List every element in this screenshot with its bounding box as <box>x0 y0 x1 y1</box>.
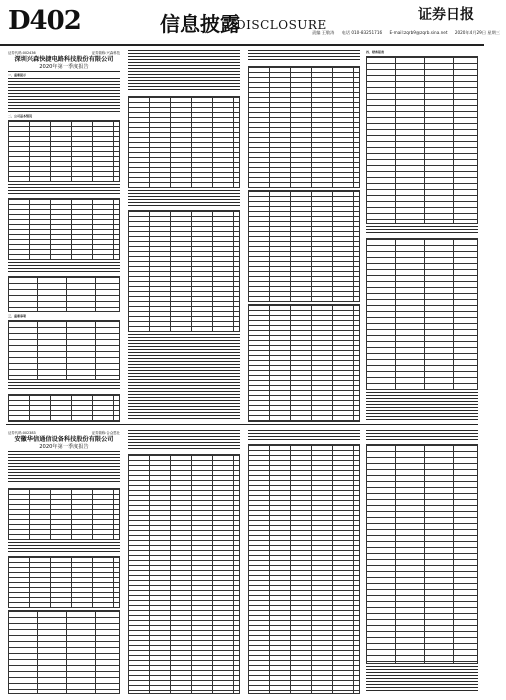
column-3-bottom <box>248 430 360 692</box>
stock-name: 证券简称:兴森科技 <box>91 51 120 55</box>
basics-text <box>8 184 120 194</box>
col4-table-1 <box>366 56 478 224</box>
newspaper-logo: 证券日报 <box>418 7 474 23</box>
key-data-table <box>8 120 120 182</box>
editor-label: 责编 王敬涛 <box>312 30 335 35</box>
col4-text-2 <box>366 392 478 420</box>
company-name: 深圳兴森快捷电路科技股份有限公司 <box>14 56 114 63</box>
notice-text-2 <box>8 454 120 484</box>
stock-code: 证券代码:002436 <box>8 51 36 55</box>
col2-text-2 <box>128 190 240 206</box>
notice-text <box>8 78 120 112</box>
email-label: E-mail:zqrb9@zqrb.sina.net <box>389 30 448 35</box>
section-financial-statements: 四、财务报表 <box>366 50 385 54</box>
col3-text-1 <box>248 50 360 62</box>
col2b-text-1 <box>128 430 240 450</box>
stock-code-2: 证券代码:002383 <box>8 431 36 435</box>
col2-text-3 <box>128 334 240 420</box>
col4-text-1 <box>366 226 478 234</box>
report-title-2: 2020年第一季度报告 <box>39 444 89 450</box>
col3b-text-1 <box>248 430 360 440</box>
key-data-table-2 <box>8 488 120 540</box>
col2-table-1 <box>128 96 240 188</box>
col2b-table-1 <box>128 454 240 694</box>
col3-table-2 <box>248 190 360 302</box>
nonrecurring-table-2 <box>8 556 120 608</box>
column-4-bottom <box>366 430 478 692</box>
report-title: 2020年第一季度报告 <box>39 64 89 70</box>
col4b-table-1 <box>366 444 478 664</box>
section-title-en: DISCLOSURE <box>236 18 327 32</box>
column-2-bottom <box>128 430 240 692</box>
company-name-2: 安徽华信通信设备科技股份有限公司 <box>14 436 114 443</box>
col3-table-3 <box>248 304 360 422</box>
page-number: D402 <box>8 6 81 36</box>
shareholders-text <box>8 262 120 272</box>
col4-table-2 <box>366 238 478 390</box>
shareholders-table-2 <box>8 320 120 380</box>
section-major-items: 三、重要事项 <box>8 314 27 318</box>
column-3-top <box>248 50 360 420</box>
masthead <box>0 0 500 46</box>
fold-divider <box>6 424 478 425</box>
section-company-basics: 二、公司基本情况 <box>8 114 33 118</box>
col2-table-2 <box>128 210 240 332</box>
shareholders-table-1 <box>8 276 120 312</box>
nonrecurring-table <box>8 198 120 260</box>
section-title-cn: 信息披露 <box>160 12 240 36</box>
col2-text-1 <box>128 50 240 92</box>
col3-table-1 <box>248 66 360 188</box>
column-2-top <box>128 50 240 420</box>
changes-table <box>8 394 120 422</box>
date-label: 2020年4月29日 星期三 <box>454 30 500 35</box>
stock-code-row-2 <box>8 430 120 435</box>
stock-code-row <box>8 50 120 55</box>
section-important-notice: 一、重要提示 <box>8 73 27 77</box>
column-1-bottom <box>8 430 120 692</box>
basics-text-2 <box>8 542 120 552</box>
col3b-table-1 <box>248 444 360 694</box>
col4b-text-2 <box>366 666 478 692</box>
stock-name-2: 证券简称:合众思壮 <box>91 431 120 435</box>
items-text <box>8 382 120 390</box>
shareholders-table-3 <box>8 610 120 694</box>
column-1-top <box>8 50 120 420</box>
phone-label: 电话 010-83251716 <box>341 30 383 35</box>
col4b-text-1 <box>366 430 478 440</box>
column-4-top <box>366 50 478 420</box>
masthead-meta <box>312 30 506 36</box>
